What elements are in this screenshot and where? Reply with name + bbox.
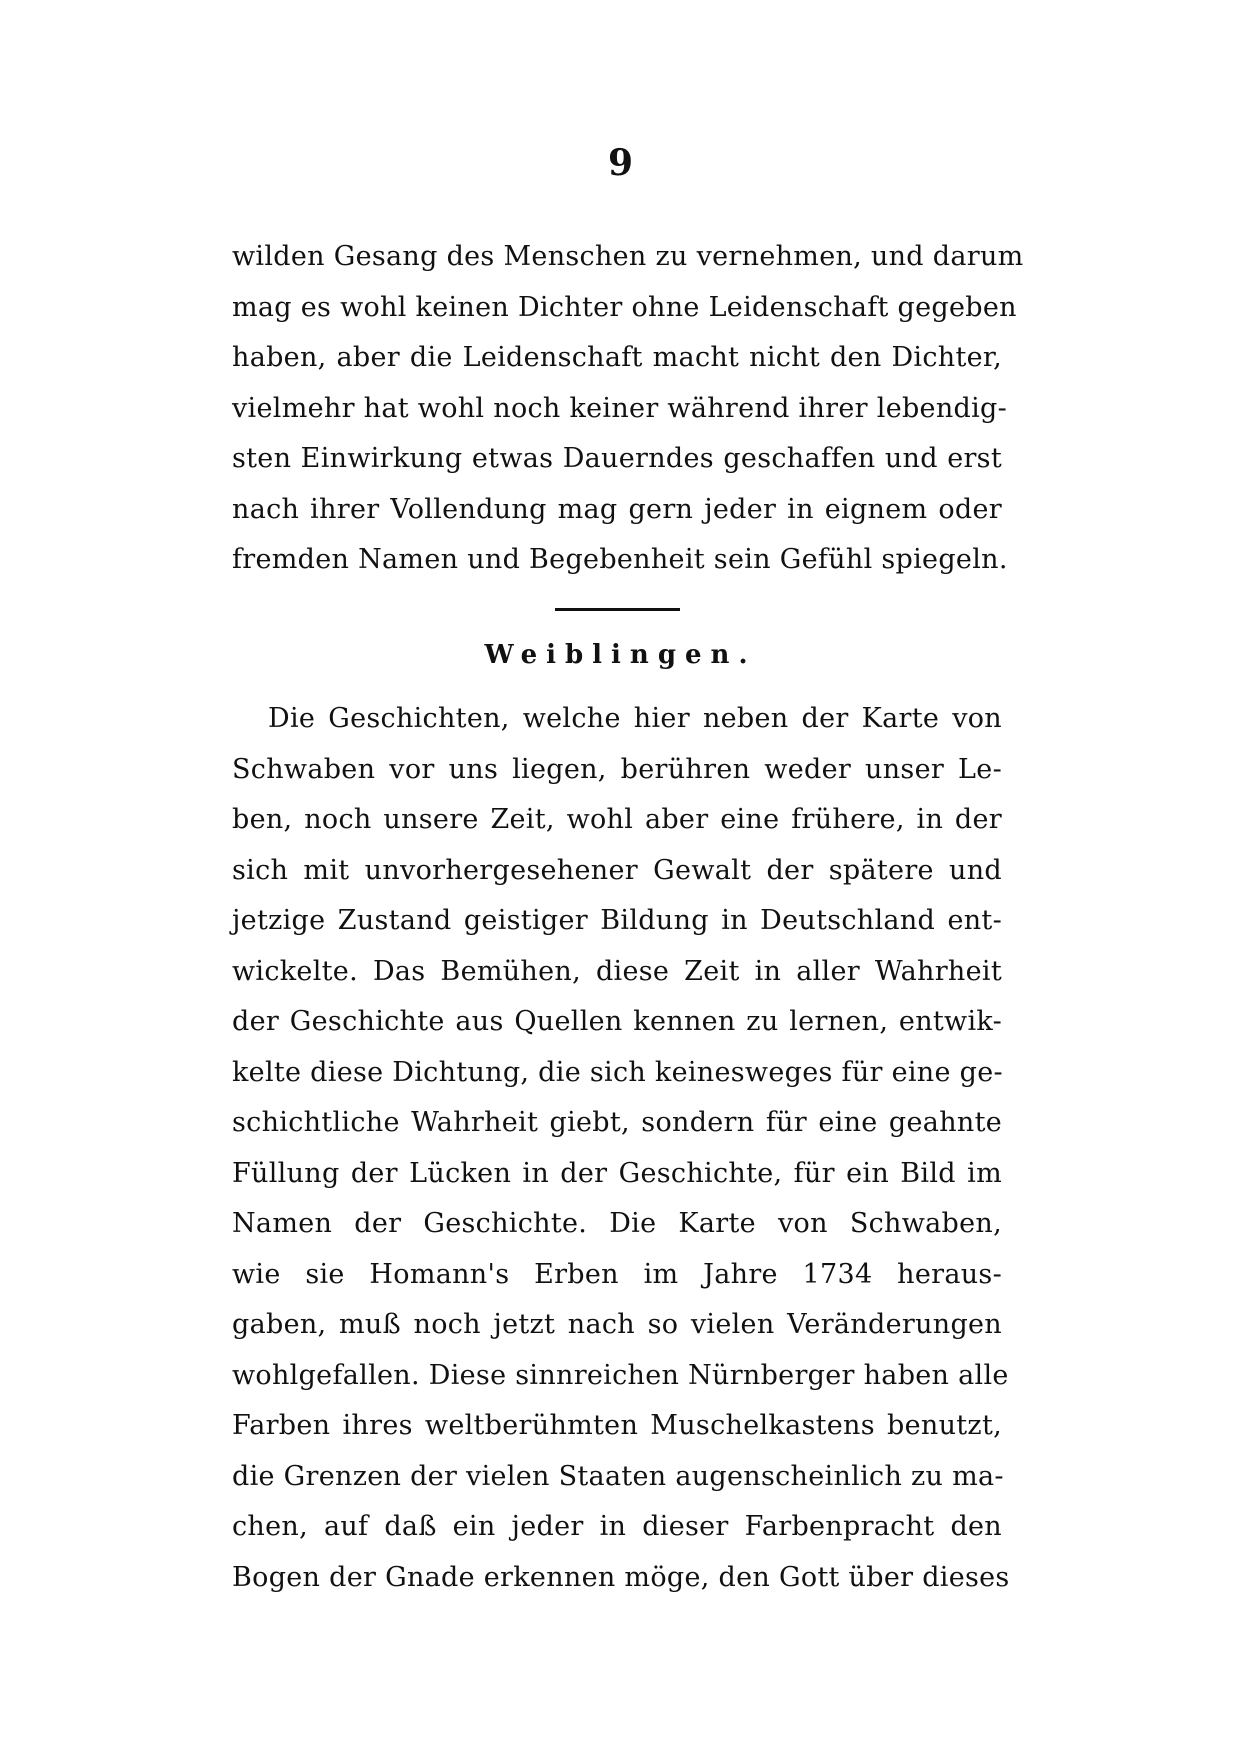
text-line: vielmehr hat wohl noch keiner während ihrer lebendig- [232,392,1008,424]
text-line: die Grenzen der vielen Staaten augenscheinlich zu ma- [232,1460,1004,1492]
text-line: Bogen der Gnade erkennen möge, den Gott über dieses [232,1561,1010,1593]
text-line: der Geschichte aus Quellen kennen zu lernen, entwik- [232,1006,1002,1037]
text-line: Füllung der Lücken in der Geschichte, für ein Bild im [232,1157,1002,1189]
text-line: ben, noch unsere Zeit, wohl aber eine frühere, in der [232,804,1002,835]
section-heading: Weiblingen. [484,640,757,670]
text-line: Die Geschichten, welche hier neben der Karte von [268,703,1002,734]
text-line: haben, aber die Leidenschaft macht nicht den Dichter, [232,342,1002,373]
page-number: 9 [607,142,634,184]
text-line: kelte diese Dichtung, die sich keinesweges für eine ge- [232,1056,1003,1088]
text-line: chen, auf daß ein jeder in dieser Farbenpracht den [232,1511,1002,1542]
text-line: gaben, muß noch jetzt nach so vielen Veränderungen [232,1309,1002,1340]
text-line: sich mit unvorhergesehener Gewalt der spätere und [232,854,1002,886]
text-line: Namen der Geschichte. Die Karte von Schwaben, [232,1208,1002,1239]
text-line: jetzige Zustand geistiger Bildung in Deutschland ent- [232,905,1002,936]
paragraph-weiblingen [232,694,1010,1603]
text-line: fremden Namen und Begebenheit sein Gefühl spiegeln. [232,544,1008,575]
text-line: nach ihrer Vollendung mag gern jeder in eignem oder [232,493,1002,525]
text-line: wilden Gesang des Menschen zu vernehmen, und darum [232,241,1024,272]
text-line: wickelte. Das Bemühen, diese Zeit in aller Wahrheit [232,955,1002,987]
section-divider [555,608,680,611]
text-line: schichtliche Wahrheit giebt, sondern für eine geahnte [232,1107,1002,1138]
text-line: mag es wohl keinen Dichter ohne Leidenschaft gegeben [232,291,1017,323]
text-line: wie sie Homann's Erben im Jahre 1734 heraus- [232,1258,1002,1290]
text-line: sten Einwirkung etwas Dauerndes geschaffen und erst [232,443,1002,474]
text-line: Farben ihres weltberühmten Muschelkastens benutzt, [232,1410,1002,1441]
paragraph-intro [232,232,1024,586]
text-line: wohlgefallen. Diese sinnreichen Nürnberger haben alle [232,1359,1009,1391]
text-line: Schwaben vor uns liegen, berühren weder unser Le- [232,753,1002,785]
